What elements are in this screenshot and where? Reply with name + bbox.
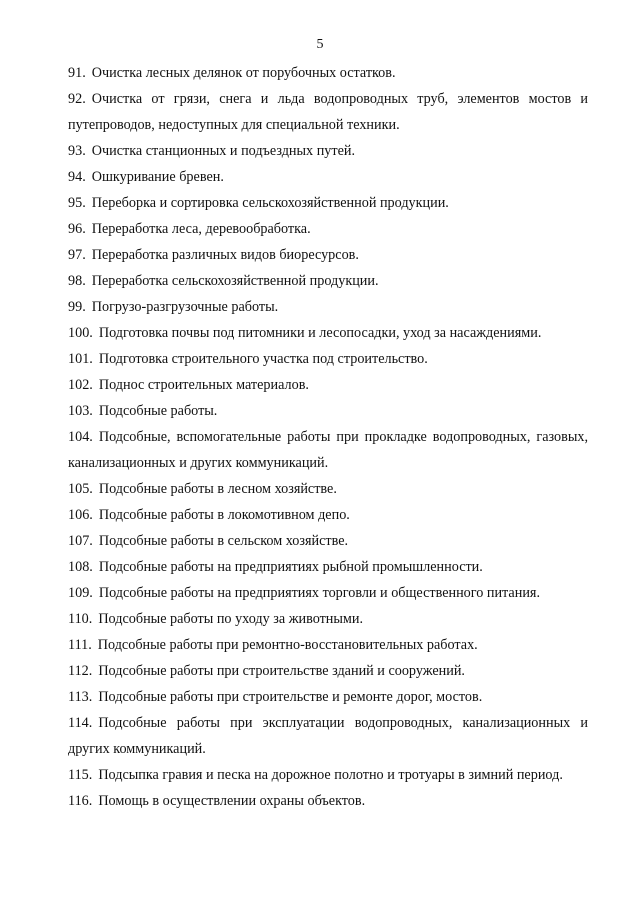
item-number: 98. — [68, 273, 86, 289]
page-number: 5 — [316, 37, 324, 52]
list-item — [68, 710, 588, 762]
item-text: Очистка лесных делянок от порубочных остатков. — [91, 65, 396, 81]
item-text: Подсобные работы в сельском хозяйстве. — [98, 533, 349, 549]
item-text: Подсобные работы на предприятиях торговли и общественного питания. — [98, 585, 540, 601]
item-number: 116. — [68, 793, 93, 809]
item-number: 115. — [68, 767, 93, 783]
list-item — [68, 372, 588, 398]
item-number: 101. — [68, 351, 93, 367]
item-number: 94. — [68, 169, 86, 185]
list-item — [68, 580, 588, 606]
item-text: Ошкуривание бревен. — [91, 169, 224, 185]
item-text: Поднос строительных материалов. — [98, 377, 309, 393]
item-number: 93. — [68, 143, 86, 159]
job-list — [68, 60, 588, 814]
list-item — [68, 86, 588, 138]
item-text: Подсобные работы при строительстве зданий и сооружений. — [98, 663, 465, 679]
item-number: 111. — [68, 637, 92, 653]
list-item — [68, 346, 588, 372]
item-text: Подсобные работы в лесном хозяйстве. — [98, 481, 337, 497]
item-text: Переборка и сортировка сельскохозяйственной продукции. — [91, 195, 449, 211]
list-item — [68, 658, 588, 684]
item-text: Погрузо-разгрузочные работы. — [91, 299, 279, 315]
item-number: 112. — [68, 663, 93, 679]
item-text: Переработка леса, деревообработка. — [91, 221, 311, 237]
item-text: Очистка от грязи, снега и льда водопроводных труб, элементов мостов и путепроводов, недоступных для специальной техники. — [68, 91, 588, 133]
list-item — [68, 684, 588, 710]
list-item — [68, 60, 588, 86]
item-number: 104. — [68, 429, 93, 445]
item-text: Подсобные, вспомогательные работы при прокладке водопроводных, газовых, канализационных и других коммуникаций. — [68, 429, 588, 471]
item-number: 113. — [68, 689, 93, 705]
item-number: 91. — [68, 65, 86, 81]
list-item — [68, 788, 588, 814]
item-number: 102. — [68, 377, 93, 393]
item-text: Подсобные работы по уходу за животными. — [98, 611, 364, 627]
item-number: 114. — [68, 715, 93, 731]
list-item — [68, 606, 588, 632]
list-item — [68, 424, 588, 476]
item-text: Подсыпка гравия и песка на дорожное полотно и тротуары в зимний период. — [98, 767, 563, 783]
item-number: 105. — [68, 481, 93, 497]
item-number: 108. — [68, 559, 93, 575]
item-text: Переработка различных видов биоресурсов. — [91, 247, 359, 263]
list-item — [68, 762, 588, 788]
item-number: 100. — [68, 325, 93, 341]
item-number: 103. — [68, 403, 93, 419]
item-number: 97. — [68, 247, 86, 263]
list-item — [68, 632, 588, 658]
list-item — [68, 554, 588, 580]
item-number: 92. — [68, 91, 86, 107]
item-text: Подсобные работы при эксплуатации водопроводных, канализационных и других коммуникаций. — [68, 715, 588, 757]
item-text: Подсобные работы на предприятиях рыбной промышленности. — [98, 559, 483, 575]
item-text: Очистка станционных и подъездных путей. — [91, 143, 356, 159]
item-text: Подготовка строительного участка под строительство. — [98, 351, 428, 367]
item-text: Подсобные работы при ремонтно-восстановительных работах. — [97, 637, 478, 653]
item-number: 110. — [68, 611, 93, 627]
list-item — [68, 320, 588, 346]
item-text: Подсобные работы в локомотивном депо. — [98, 507, 350, 523]
item-number: 109. — [68, 585, 93, 601]
list-item — [68, 294, 588, 320]
item-number: 106. — [68, 507, 93, 523]
list-item — [68, 138, 588, 164]
item-number: 107. — [68, 533, 93, 549]
item-text: Помощь в осуществлении охраны объектов. — [98, 793, 366, 809]
list-item — [68, 164, 588, 190]
item-text: Подсобные работы при строительстве и ремонте дорог, мостов. — [98, 689, 483, 705]
list-item — [68, 398, 588, 424]
item-text: Переработка сельскохозяйственной продукции. — [91, 273, 379, 289]
item-number: 95. — [68, 195, 86, 211]
list-item — [68, 502, 588, 528]
list-item — [68, 268, 588, 294]
list-item — [68, 528, 588, 554]
list-item — [68, 476, 588, 502]
list-item — [68, 190, 588, 216]
list-item — [68, 242, 588, 268]
item-number: 96. — [68, 221, 86, 237]
item-text: Подготовка почвы под питомники и лесопосадки, уход за насаждениями. — [98, 325, 542, 341]
item-number: 99. — [68, 299, 86, 315]
list-item — [68, 216, 588, 242]
item-text: Подсобные работы. — [98, 403, 218, 419]
